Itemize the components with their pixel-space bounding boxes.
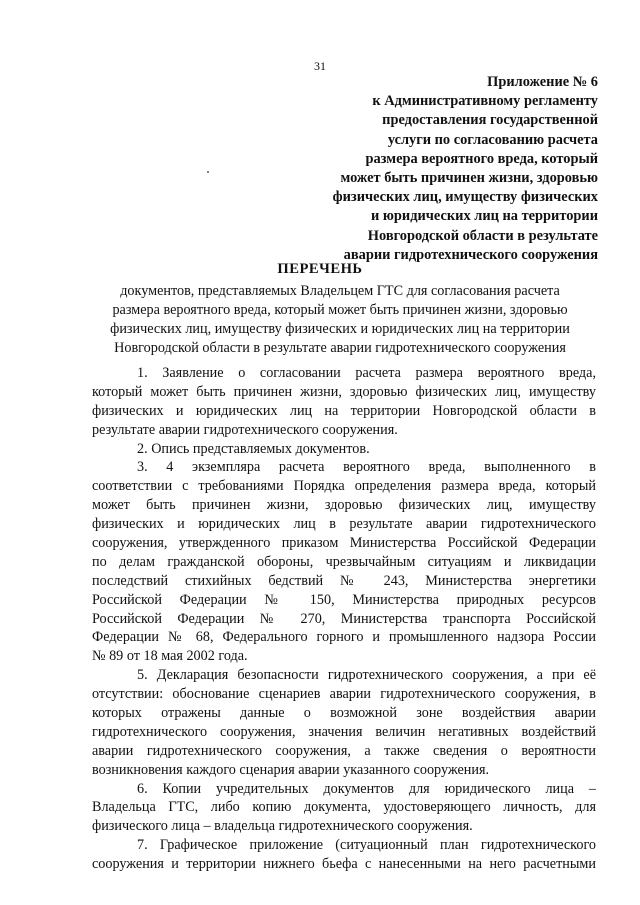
subtitle-line: размера вероятного вреда, который может быть причинен жизни, здоровью <box>112 302 568 318</box>
list-item-line: которых отражены данные о возможной зоне воздействия аварии <box>92 705 596 722</box>
list-item-line: Российской Федерации № 270, Министерства транспорта Российской <box>92 610 596 627</box>
list-item <box>92 666 596 779</box>
list-item-line: физических и юридических лиц на территории Новгородской области в <box>92 402 596 419</box>
list-item-line: соответствии с требованиями Порядка определения размера вреда, который <box>92 478 596 495</box>
list-item-line: Федерации № 68, Федерального горного и промышленного надзора России <box>92 629 596 646</box>
document-subtitle <box>60 282 620 358</box>
list-item <box>92 458 596 666</box>
list-item-line: физических и юридических лиц в результате аварии гидротехнического <box>92 516 596 533</box>
appendix-line: Новгородской области в результате <box>367 227 598 244</box>
appendix-line: физических лиц, имуществу физических <box>332 189 598 206</box>
list-item <box>92 364 596 440</box>
appendix-line: может быть причинен жизни, здоровью <box>340 170 598 187</box>
list-item-line: гидротехнического сооружения, значения величин негативных воздействий <box>92 723 596 740</box>
list-item-line: Владельца ГТС, либо копию документа, удостоверяющего личность, для <box>92 799 596 816</box>
list-item-line: физического лица – владельца гидротехнического сооружения. <box>92 818 473 835</box>
appendix-line: к Административному регламенту <box>372 93 598 110</box>
subtitle-line: Новгородской области в результате аварии гидротехнического сооружения <box>114 340 566 356</box>
appendix-line: услуги по согласованию расчета <box>387 131 598 148</box>
list-item-line: отсутствии: обоснование сценариев аварии гидротехнического сооружения, в <box>92 686 596 703</box>
list-item-line: 7. Графическое приложение (ситуационный план гидротехнического <box>137 837 596 854</box>
list-item-line: последствий стихийных бедствий № 243, Министерства энергетики <box>92 572 596 589</box>
list-item-line: 2. Опись представляемых документов. <box>137 440 370 457</box>
appendix-header <box>298 73 598 265</box>
scan-speck <box>207 171 209 173</box>
appendix-line: Приложение № 6 <box>487 74 598 90</box>
list-item-line: сооружения и территории нижнего бьефа с нанесенными на него расчетными <box>92 856 596 873</box>
appendix-line: предоставления государственной <box>382 112 598 129</box>
subtitle-line: физических лиц, имуществу физических и юридических лиц на территории <box>110 321 570 337</box>
appendix-line: размера вероятного вреда, который <box>365 150 598 167</box>
list-item-line: по делам гражданской обороны, чрезвычайным ситуациям и ликвидации <box>92 553 596 570</box>
list-item-line: может быть причинен жизни, здоровью физических лиц, имуществу <box>92 497 596 514</box>
page-number: 31 <box>314 59 326 73</box>
subtitle-line: документов, представляемых Владельцем ГТС для согласования расчета <box>120 283 560 299</box>
appendix-line: и юридических лиц на территории <box>371 208 598 225</box>
list-item-line: возникновения каждого сценария аварии указанного сооружения. <box>92 761 490 778</box>
list-item-line: Российской Федерации № 150, Министерства природных ресурсов <box>92 591 596 608</box>
list-item-line: аварии гидротехнического сооружения, а также сведения о вероятности <box>92 742 596 759</box>
list-item-line: который может быть причинен жизни, здоровью физических лиц, имуществу <box>92 383 596 400</box>
list-item-line: № 89 от 18 мая 2002 года. <box>92 648 248 665</box>
document-title: ПЕРЕЧЕНЬ <box>277 261 363 277</box>
list-item <box>92 440 596 459</box>
list-item-line: сооружения, утвержденного приказом Министерства Российской Федерации <box>92 535 596 552</box>
list-item <box>92 780 596 837</box>
list-item-line: 3. 4 экземпляра расчета вероятного вреда, выполненного в <box>137 459 596 476</box>
list-item-line: результате аварии гидротехнического сооружения. <box>92 421 398 438</box>
list-item-line: 6. Копии учредительных документов для юридического лица – <box>137 780 596 797</box>
list-item <box>92 836 596 874</box>
appendix-line: аварии гидротехнического сооружения <box>343 246 598 263</box>
list-item-line: 1. Заявление о согласовании расчета размера вероятного вреда, <box>137 365 596 381</box>
list-item-line: 5. Декларация безопасности гидротехнического сооружения, а при её <box>137 667 596 684</box>
document-body <box>92 364 596 874</box>
